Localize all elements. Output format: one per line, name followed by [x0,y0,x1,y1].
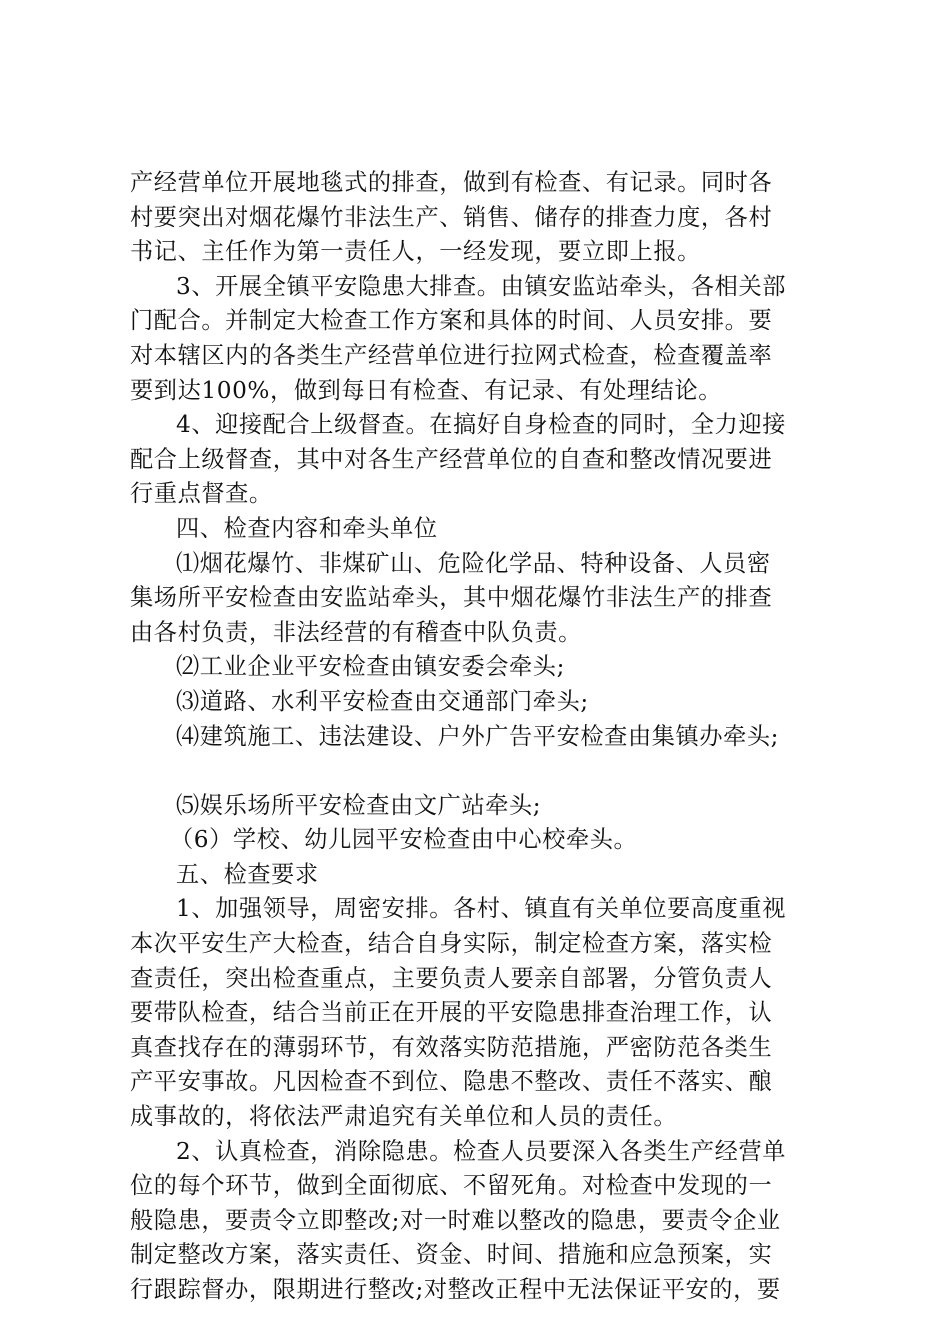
list-item-line: ⑶道路、水利平安检查由交通部门牵头; [176,687,589,715]
text-line: 产经营单位开展地毯式的排查，做到有检查、有记录。同时各 [130,169,773,196]
paragraph-start-line: 2、认真检查，消除隐患。检查人员要深入各类生产经营单 [176,1137,787,1165]
list-item-line: ⑴烟花爆竹、非煤矿山、危险化学品、特种设备、人员密 [176,549,771,577]
text-line: 位的每个环节，做到全面彻底、不留死角。对检查中发现的一 [130,1172,773,1200]
paragraph-start-line: 4、迎接配合上级督查。在搞好自身检查的同时，全力迎接 [176,411,787,439]
text-line: 成事故的，将依法严肃追究有关单位和人员的责任。 [130,1103,678,1131]
list-item-line: （6）学校、幼儿园平安检查由中心校牵头。 [170,826,638,854]
text-line: 本次平安生产大检查，结合自身实际，制定检查方案，落实检 [130,930,773,958]
text-line: 要带队检查，结合当前正在开展的平安隐患排查治理工作，认 [130,999,773,1027]
paragraph-start-line: 3、开展全镇平安隐患大排查。由镇安监站牵头，各相关部 [176,272,787,300]
text-line: 制定整改方案，落实责任、资金、时间、措施和应急预案，实 [130,1241,773,1269]
text-line: 村要突出对烟花爆竹非法生产、销售、储存的排查力度，各村 [130,203,773,231]
text-line: 要到达100%，做到每日有检查、有记录、有处理结论。 [130,376,723,404]
text-line: 行跟踪督办，限期进行整改;对整改正程中无法保证平安的，要 [130,1276,781,1303]
text-line: 书记、主任作为第一责任人，一经发现，要立即上报。 [130,238,701,266]
text-line: 查责任，突出检查重点，主要负责人要亲自部署，分管负责人 [130,964,773,992]
blank-line [130,754,835,789]
document-body [130,166,835,1308]
text-line: 般隐患，要责令立即整改;对一时难以整改的隐患，要责令企业 [130,1206,781,1234]
text-line: 门配合。并制定大检查工作方案和具体的时间、人员安排。要 [130,307,773,335]
text-line: 对本辖区内的各类生产经营单位进行拉网式检查，检查覆盖率 [130,341,773,369]
text-line: 行重点督查。 [130,480,273,508]
section-heading: 五、检查要求 [176,860,319,888]
text-line: 配合上级督查，其中对各生产经营单位的自查和整改情况要进 [130,445,773,473]
list-item-line: ⑵工业企业平安检查由镇安委会牵头; [176,653,566,681]
section-heading: 四、检查内容和牵头单位 [176,514,438,542]
text-line: 集场所平安检查由安监站牵头，其中烟花爆竹非法生产的排查 [130,584,773,612]
text-line: 产平安事故。凡因检查不到位、隐患不整改、责任不落实、酿 [130,1068,773,1096]
paragraph-start-line: 1、加强领导，周密安排。各村、镇直有关单位要高度重视 [176,895,787,923]
list-item-line: ⑸娱乐场所平安检查由文广站牵头; [176,791,542,819]
text-line: 由各村负责，非法经营的有稽查中队负责。 [130,618,582,646]
text-line: 真查找存在的薄弱环节，有效落实防范措施，严密防范各类生 [130,1033,773,1061]
list-item-line: ⑷建筑施工、违法建设、户外广告平安检查由集镇办牵头; [176,722,780,750]
